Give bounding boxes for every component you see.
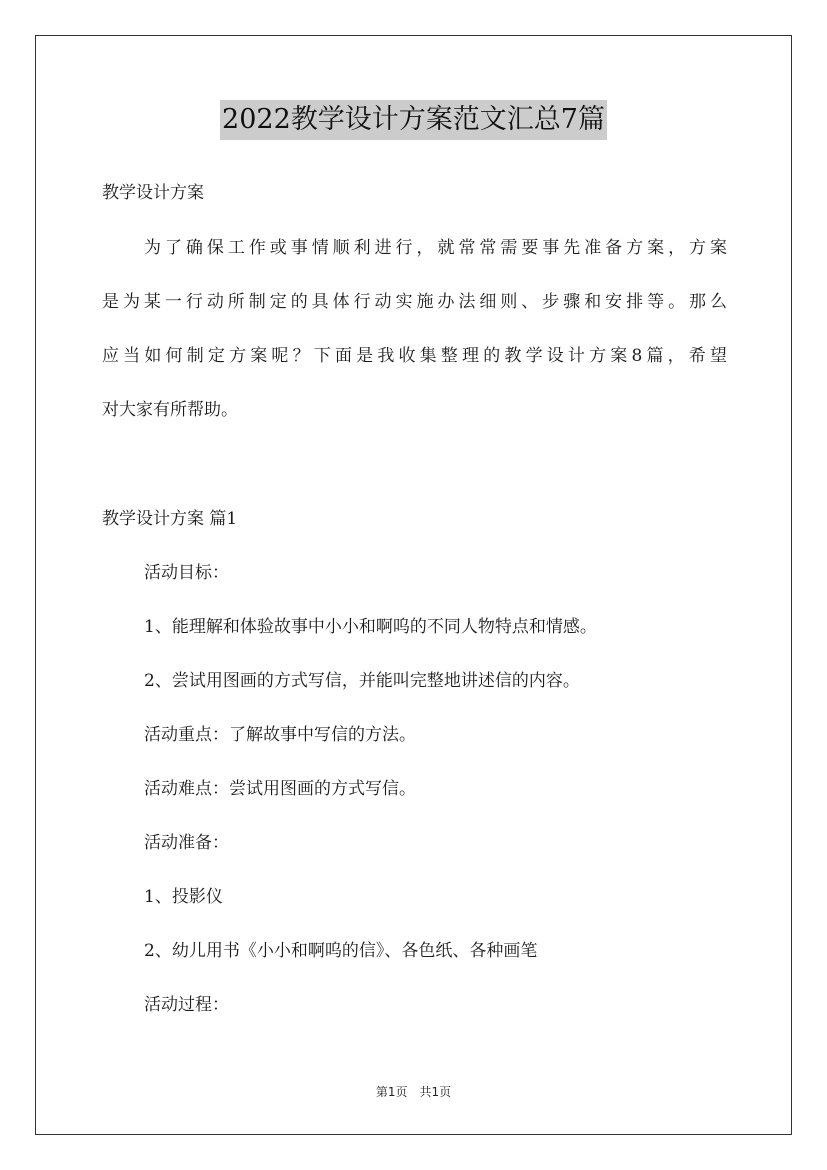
intro-line-3: 应当如何制定方案呢？下面是我收集整理的教学设计方案8篇，希望 xyxy=(102,346,727,366)
intro-line-4: 对大家有所帮助。 xyxy=(102,400,238,420)
page-footer: 第1页 共1页 xyxy=(375,1085,452,1099)
intro-line-2: 是为某一行动所制定的具体行动实施办法细则、步骤和安排等。那么 xyxy=(102,292,727,312)
title-wrap xyxy=(0,100,827,140)
body-line: 1、投影仪 xyxy=(144,887,223,907)
body-line: 活动重点：了解故事中写信的方法。 xyxy=(144,725,416,745)
chapter-heading: 教学设计方案 篇1 xyxy=(102,509,238,529)
body-line: 活动难点：尝试用图画的方式写信。 xyxy=(144,779,416,799)
section-heading: 教学设计方案 xyxy=(102,183,204,203)
intro-line-1: 为了确保工作或事情顺利进行，就常常需要事先准备方案，方案 xyxy=(144,238,727,258)
body-line: 2、幼儿用书《小小和啊呜的信》、各色纸、各种画笔 xyxy=(144,941,538,961)
body-line: 1、能理解和体验故事中小小和啊呜的不同人物特点和情感。 xyxy=(144,617,597,637)
body-line: 活动准备： xyxy=(144,833,229,853)
body-line: 活动过程： xyxy=(144,995,229,1015)
body-line: 2、尝试用图画的方式写信，并能叫完整地讲述信的内容。 xyxy=(144,671,580,691)
body-line: 活动目标： xyxy=(144,563,229,583)
document-title: 2022教学设计方案范文汇总7篇 xyxy=(220,100,607,140)
